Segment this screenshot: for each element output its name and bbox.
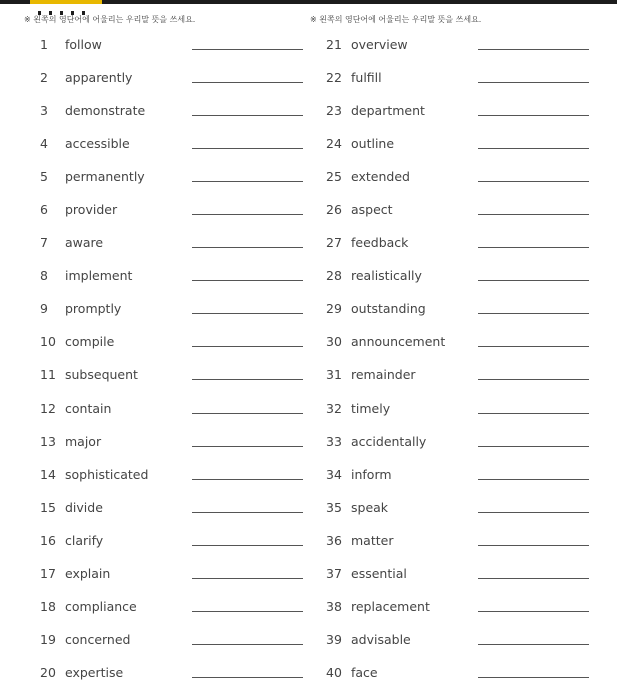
vocab-word: advisable bbox=[351, 631, 411, 647]
word-row bbox=[310, 490, 600, 523]
word-row bbox=[24, 126, 314, 159]
word-row bbox=[24, 93, 314, 126]
answer-blank[interactable] bbox=[478, 611, 589, 612]
item-number: 12 bbox=[40, 400, 56, 416]
item-number: 28 bbox=[326, 268, 342, 284]
item-number: 5 bbox=[40, 169, 48, 185]
answer-blank[interactable] bbox=[192, 611, 303, 612]
answer-blank[interactable] bbox=[478, 677, 589, 678]
item-number: 23 bbox=[326, 103, 342, 119]
item-number: 4 bbox=[40, 136, 48, 152]
vocab-word: provider bbox=[65, 202, 118, 218]
vocab-word: timely bbox=[351, 400, 391, 416]
word-row bbox=[310, 258, 600, 291]
item-number: 34 bbox=[326, 466, 342, 482]
item-number: 39 bbox=[326, 631, 342, 647]
answer-blank[interactable] bbox=[478, 512, 589, 513]
answer-blank[interactable] bbox=[478, 181, 589, 182]
vocab-word: announcement bbox=[351, 334, 446, 350]
item-number: 22 bbox=[326, 70, 342, 86]
word-row bbox=[310, 291, 600, 324]
answer-blank[interactable] bbox=[478, 280, 589, 281]
vocab-word: inform bbox=[351, 466, 392, 482]
answer-blank[interactable] bbox=[192, 379, 303, 380]
item-number: 6 bbox=[40, 202, 48, 218]
item-number: 25 bbox=[326, 169, 342, 185]
word-row bbox=[310, 60, 600, 93]
item-number: 32 bbox=[326, 400, 342, 416]
word-row bbox=[310, 225, 600, 258]
word-row bbox=[24, 589, 314, 622]
word-row bbox=[310, 126, 600, 159]
item-number: 7 bbox=[40, 235, 48, 251]
item-number: 19 bbox=[40, 631, 56, 647]
answer-blank[interactable] bbox=[192, 346, 303, 347]
item-number: 1 bbox=[40, 37, 48, 52]
item-number: 21 bbox=[326, 37, 342, 52]
vocab-word: extended bbox=[351, 169, 410, 185]
vocab-word: remainder bbox=[351, 367, 416, 383]
vocab-word: divide bbox=[65, 499, 103, 515]
answer-blank[interactable] bbox=[478, 545, 589, 546]
vocab-word: speak bbox=[351, 499, 389, 515]
word-row bbox=[24, 622, 314, 655]
vocab-word: face bbox=[351, 664, 378, 680]
word-row bbox=[24, 490, 314, 523]
vocab-word: compliance bbox=[65, 598, 137, 614]
answer-blank[interactable] bbox=[478, 115, 589, 116]
answer-blank[interactable] bbox=[478, 644, 589, 645]
vocab-word: concerned bbox=[65, 631, 131, 647]
item-number: 27 bbox=[326, 235, 342, 251]
word-list-right bbox=[310, 27, 600, 688]
item-number: 8 bbox=[40, 268, 48, 284]
vocab-word: outline bbox=[351, 136, 395, 152]
item-number: 31 bbox=[326, 367, 342, 383]
item-number: 10 bbox=[40, 334, 56, 350]
vocab-word: expertise bbox=[65, 664, 124, 680]
answer-blank[interactable] bbox=[478, 247, 589, 248]
vocab-word: follow bbox=[65, 37, 102, 52]
word-row bbox=[24, 457, 314, 490]
word-row bbox=[24, 357, 314, 390]
answer-blank[interactable] bbox=[192, 214, 303, 215]
word-list-left bbox=[24, 27, 314, 688]
item-number: 2 bbox=[40, 70, 48, 86]
word-row bbox=[310, 457, 600, 490]
word-row bbox=[24, 291, 314, 324]
answer-blank[interactable] bbox=[478, 214, 589, 215]
answer-blank[interactable] bbox=[478, 82, 589, 83]
item-number: 30 bbox=[326, 334, 342, 350]
answer-blank[interactable] bbox=[192, 181, 303, 182]
word-row bbox=[310, 622, 600, 655]
answer-blank[interactable] bbox=[192, 247, 303, 248]
word-row bbox=[310, 93, 600, 126]
vocab-word: accessible bbox=[65, 136, 130, 152]
vocab-word: fulfill bbox=[351, 70, 382, 86]
vocab-word: essential bbox=[351, 565, 407, 581]
answer-blank[interactable] bbox=[192, 446, 303, 447]
answer-blank[interactable] bbox=[192, 578, 303, 579]
answer-blank[interactable] bbox=[478, 446, 589, 447]
item-number: 9 bbox=[40, 301, 48, 317]
instruction-text: ※ 왼쪽의 영단어에 어울리는 우리말 뜻을 쓰세요. bbox=[310, 15, 482, 24]
word-row bbox=[24, 324, 314, 357]
word-row bbox=[24, 391, 314, 424]
answer-blank[interactable] bbox=[478, 379, 589, 380]
item-number: 35 bbox=[326, 499, 342, 515]
item-number: 40 bbox=[326, 664, 342, 680]
item-number: 16 bbox=[40, 532, 56, 548]
vocab-word: overview bbox=[351, 37, 408, 52]
answer-blank[interactable] bbox=[478, 49, 589, 50]
answer-blank[interactable] bbox=[478, 313, 589, 314]
answer-blank[interactable] bbox=[192, 148, 303, 149]
word-row bbox=[24, 655, 314, 688]
word-row bbox=[24, 27, 314, 60]
word-row bbox=[310, 523, 600, 556]
word-row bbox=[310, 556, 600, 589]
answer-blank[interactable] bbox=[478, 578, 589, 579]
vocab-word: department bbox=[351, 103, 425, 119]
item-number: 24 bbox=[326, 136, 342, 152]
word-row bbox=[24, 192, 314, 225]
answer-blank[interactable] bbox=[192, 545, 303, 546]
item-number: 20 bbox=[40, 664, 56, 680]
item-number: 3 bbox=[40, 103, 48, 119]
word-row bbox=[24, 60, 314, 93]
vocab-word: contain bbox=[65, 400, 112, 416]
word-row bbox=[310, 192, 600, 225]
item-number: 18 bbox=[40, 598, 56, 614]
left-column bbox=[24, 12, 314, 688]
item-number: 26 bbox=[326, 202, 342, 218]
answer-blank[interactable] bbox=[192, 115, 303, 116]
word-row bbox=[310, 424, 600, 457]
brand-logo bbox=[30, 0, 102, 4]
vocab-word: promptly bbox=[65, 301, 122, 317]
vocab-word: demonstrate bbox=[65, 103, 146, 119]
vocab-word: aware bbox=[65, 235, 104, 251]
vocab-word: clarify bbox=[65, 532, 104, 548]
answer-blank[interactable] bbox=[192, 677, 303, 678]
right-column bbox=[310, 12, 600, 688]
word-row bbox=[310, 357, 600, 390]
item-number: 17 bbox=[40, 565, 56, 581]
word-row bbox=[310, 655, 600, 688]
answer-blank[interactable] bbox=[478, 479, 589, 480]
vocab-word: major bbox=[65, 433, 102, 449]
word-row bbox=[310, 589, 600, 622]
vocab-word: aspect bbox=[351, 202, 393, 218]
item-number: 38 bbox=[326, 598, 342, 614]
answer-blank[interactable] bbox=[192, 49, 303, 50]
vocab-word: apparently bbox=[65, 70, 133, 86]
answer-blank[interactable] bbox=[478, 413, 589, 414]
vocab-word: outstanding bbox=[351, 301, 426, 317]
vocab-word: sophisticated bbox=[65, 466, 149, 482]
vocab-word: explain bbox=[65, 565, 111, 581]
vocab-word: permanently bbox=[65, 169, 145, 185]
word-row bbox=[24, 424, 314, 457]
word-row bbox=[310, 391, 600, 424]
item-number: 11 bbox=[40, 367, 56, 383]
vocab-word: implement bbox=[65, 268, 133, 284]
vocab-word: accidentally bbox=[351, 433, 427, 449]
item-number: 14 bbox=[40, 466, 56, 482]
answer-blank[interactable] bbox=[192, 644, 303, 645]
word-row bbox=[310, 27, 600, 60]
item-number: 15 bbox=[40, 499, 56, 515]
answer-blank[interactable] bbox=[192, 313, 303, 314]
item-number: 36 bbox=[326, 532, 342, 548]
answer-blank[interactable] bbox=[192, 413, 303, 414]
answer-blank[interactable] bbox=[478, 346, 589, 347]
vocab-word: subsequent bbox=[65, 367, 138, 383]
item-number: 33 bbox=[326, 433, 342, 449]
answer-blank[interactable] bbox=[192, 512, 303, 513]
word-row bbox=[310, 159, 600, 192]
answer-blank[interactable] bbox=[192, 280, 303, 281]
vocab-word: matter bbox=[351, 532, 394, 548]
instruction-text: ※ 왼쪽의 영단어에 어울리는 우리말 뜻을 쓰세요. bbox=[24, 15, 196, 24]
vocab-word: replacement bbox=[351, 598, 430, 614]
word-row bbox=[24, 523, 314, 556]
vocab-word: compile bbox=[65, 334, 115, 350]
answer-blank[interactable] bbox=[192, 479, 303, 480]
word-row bbox=[24, 556, 314, 589]
item-number: 13 bbox=[40, 433, 56, 449]
word-row bbox=[24, 225, 314, 258]
vocab-word: feedback bbox=[351, 235, 409, 251]
answer-blank[interactable] bbox=[192, 82, 303, 83]
answer-blank[interactable] bbox=[478, 148, 589, 149]
word-row bbox=[24, 258, 314, 291]
item-number: 37 bbox=[326, 565, 342, 581]
word-row bbox=[310, 324, 600, 357]
item-number: 29 bbox=[326, 301, 342, 317]
word-row bbox=[24, 159, 314, 192]
vocab-word: realistically bbox=[351, 268, 422, 284]
